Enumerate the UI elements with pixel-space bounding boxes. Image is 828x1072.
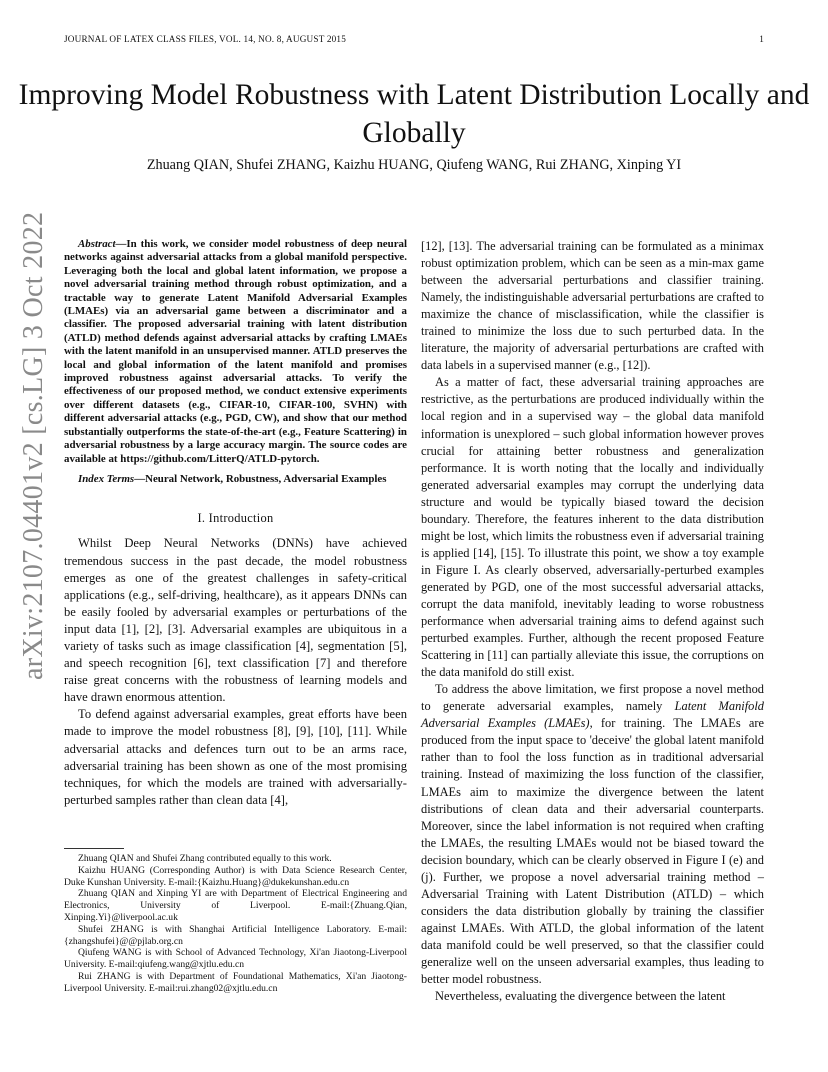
abstract-lead: Abstract: [78, 238, 116, 250]
footnote-rule: [64, 848, 124, 849]
intro-paragraph-6: Nevertheless, evaluating the divergence between the latent: [435, 989, 726, 1004]
right-column: [421, 238, 764, 1005]
footnote-xjtlu-math: Rui ZHANG is with Department of Foundational Mathematics, Xi'an Jiaotong-Liverpool University. E-mail:rui.zhang02@xjtlu.edu.cn: [64, 970, 407, 994]
paragraph-5-start: To address the above limitation, we first propose a novel method to generate adversarial examples, namely: [421, 682, 764, 714]
footnotes: [64, 853, 407, 995]
section-heading: I. Introduction: [197, 511, 274, 526]
arxiv-stamp: arXiv:2107.04401v2 [cs.LG] 3 Oct 2022: [18, 211, 49, 680]
index-terms: [64, 473, 407, 486]
intro-paragraph-5: [421, 681, 764, 988]
left-column: [64, 238, 407, 809]
paper-title: Improving Model Robustness with Latent Distribution Locally and Globally: [18, 79, 810, 149]
author-list: Zhuang QIAN, Shufei ZHANG, Kaizhu HUANG, Qiufeng WANG, Rui ZHANG, Xinping YI: [146, 157, 682, 173]
journal-name: JOURNAL OF LATEX CLASS FILES, VOL. 14, NO. 8, AUGUST 2015: [64, 34, 347, 44]
intro-paragraph-4: As a matter of fact, these adversarial training approaches are restrictive, as the perturbations are produced individually within the local region and in a supervised way – the global data manifold information is unexplored – such global information however proves crucial for attaining better robustness and generalization performance. It is worth noting that the locally and individually generated adversarial examples may corrupt the underlying data structure and would be typically biased toward the decision boundary. Therefore, the features inherent to the data distribution might be lost, which limits the robustness even if adversarial training is applied [14], [15]. To illustrate this point, we show a toy example in Figure I. As clearly observed, adversarially-perturbed examples generated by PGD, one of the most successful adversarial attacks, corrupt the data manifold, inevitably leading to worse robustness performance when adversarial training aims to defend against such perturbed examples. Further, although the recent proposed Feature Scattering in [11] can partially alleviate this issue, the corruptions on the data manifold do still exist.: [421, 375, 764, 680]
intro-paragraph-2: To defend against adversarial examples, great efforts have been made to improve the model robustness [8], [9], [10], [11]. While adversarial attacks and defences turn out to be an arms race, adversarial training has been shown as one of the most promising techniques, for which the models are trained with adversarially-perturbed samples rather than clean data [4],: [64, 707, 407, 807]
footnote-shanghai-lab: Shufei ZHANG is with Shanghai Artificial Intelligence Laboratory. E-mail:{zhangshufei}@@pjlab.org.cn: [64, 923, 407, 947]
index-terms-text: —Neural Network, Robustness, Adversarial Examples: [134, 472, 387, 485]
running-head: [64, 34, 764, 44]
footnote-equal-contribution: Zhuang QIAN and Shufei Zhang contributed equally to this work.: [78, 853, 332, 864]
lmae-term: Latent Manifold Adversarial Examples (LMAEs): [421, 699, 764, 731]
page-number: 1: [759, 34, 764, 44]
footnote-xjtlu-advanced-tech: Qiufeng WANG is with School of Advanced Technology, Xi'an Jiaotong-Liverpool University. E-mail:qiufeng.wang@xjtlu.edu.cn: [64, 947, 407, 971]
intro-paragraph-3: [12], [13]. The adversarial training can be formulated as a minimax robust optimization problem, which can be seen as a min-max game between the adversarial perturbations and classifier training. Namely, the indistinguishable adversarial perturbations are crafted to maximize the chance of misclassification, while the classifier is trained to minimize the loss due to such perturbed data. In the literature, the majority of adversarial perturbations are crafted with data labels in a supervised manner (e.g., [12]).: [421, 239, 764, 373]
abstract-text: —In this work, we consider model robustness of deep neural networks against adversarial attacks from a global manifold perspective. Leveraging both the local and global latent information, we propose a novel adversarial training method through robust optimization, and a tractable way to generate Latent Manifold Adversarial Examples (LMAEs) via an adversarial game between a discriminator and a classifier. The proposed adversarial training with latent distribution (ATLD) method defends against adversarial attacks by crafting LMAEs with the latent manifold in an unsupervised manner. ATLD preserves the local and global information of the latent manifold and promises improved robustness against adversarial attacks. To verify the effectiveness of our proposed method, we conduct extensive experiments over different datasets (e.g., CIFAR-10, CIFAR-100, SVHN) with different adversarial attacks (e.g., PGD, CW), and show that our method substantially outperforms the state-of-the-art (e.g., Feature Scattering) in adversarial robustness by a large accuracy margin. The source codes are available at https://github.com/LitterQ/ATLD-pytorch.: [64, 238, 407, 465]
abstract: [64, 238, 407, 466]
paragraph-5-rest: , for training. The LMAEs are produced from the input space to 'deceive' the global latent manifold rather than to fool the loss function as in traditional adversarial training. Instead of maximizing the loss function of the classifier, LMAEs aim to maximize the divergence between the latent distributions of clean data and their adversarial counterparts. Moreover, since the label information is not required when crafting the LMAEs, the resulting LMAEs would not be biased toward the decision boundary, which can be clearly observed in Figure I (e) and (j). Further, we propose a novel adversarial training method – Adversarial Training with Latent Distribution (ATLD) – which considers the data distribution globally by training the classifier against LMAEs. With ATLD, the global information of the latent data manifold could be well preserved, so that the classifier could generalize well on the unseen adversarial examples, thus leading to better model robustness.: [421, 716, 765, 987]
intro-paragraph-1: Whilst Deep Neural Networks (DNNs) have achieved tremendous success in the past decade, the model robustness emerges as one of the greatest challenges in safety-critical applications (e.g., self-driving, healthcare), as it appears DNNs can be easily fooled by adversarial examples or perturbations of the input data [1], [2], [3]. Adversarial examples are ubiquitous in a variety of tasks such as image classification [4], segmentation [5], and speech recognition [6], text classification [7] and therefore raise great concerns with the robustness of learning models and have drawn enormous attention.: [64, 536, 407, 705]
footnote-liverpool: Zhuang QIAN and Xinping YI are with Department of Electrical Engineering and Electronics, University of Liverpool. E-mail:{Zhuang.Qian, Xinping.Yi}@liverpool.ac.uk: [64, 888, 407, 923]
footnote-corresponding-author: Kaizhu HUANG (Corresponding Author) is with Data Science Research Center, Duke Kunshan University. E-mail:{Kaizhu.Huang}@dukekunshan.edu.cn: [64, 864, 407, 888]
index-terms-lead: Index Terms: [78, 472, 135, 485]
